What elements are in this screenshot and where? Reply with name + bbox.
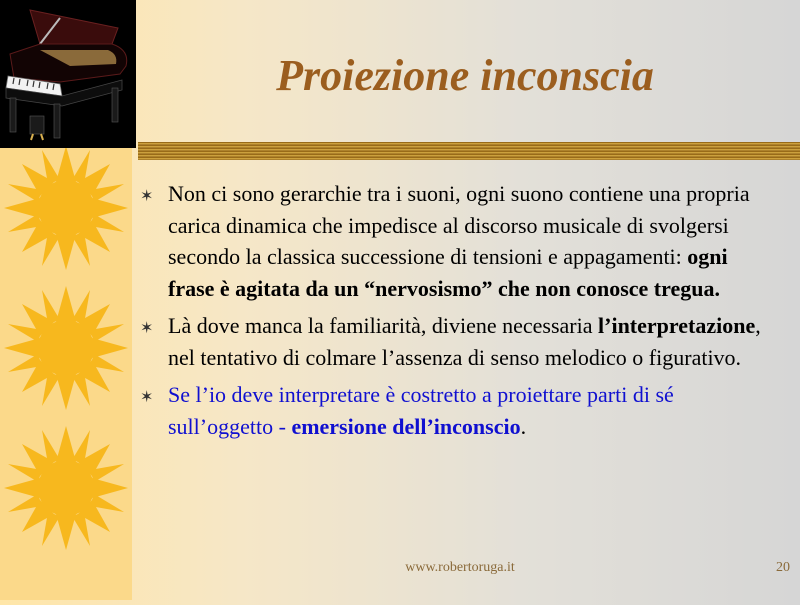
bullet-text — [168, 310, 775, 373]
slide-title: Proiezione inconscia — [276, 51, 654, 100]
bullet-text — [168, 178, 775, 304]
left-decor-strip — [0, 148, 132, 600]
bullet-item — [140, 379, 775, 442]
piano-image — [0, 0, 136, 148]
bullet-star-icon: ✶ — [140, 318, 154, 337]
bullet-text-plain: Se l’io deve interpretare è costretto a proiettare parti di sé sull’oggetto - — [168, 382, 674, 439]
sun-decorations — [0, 148, 132, 600]
bullet-star-icon: ✶ — [140, 387, 154, 406]
sun-icon — [4, 148, 128, 270]
bullet-text-bold: ogni frase è agitata da un “nervosismo” che non conosce tregua. — [168, 244, 728, 301]
slide-number: 20 — [776, 560, 790, 575]
footer-website: www.robertoruga.it — [405, 560, 515, 575]
bullet-text-plain: , nel tentativo di colmare l’assenza di senso melodico o figurativo. — [168, 313, 761, 370]
title-divider — [138, 142, 800, 160]
bullet-text-end: . — [520, 413, 527, 439]
sun-icon — [4, 286, 128, 410]
bullet-text-bold: l’interpretazione — [598, 313, 756, 338]
sun-icon — [4, 426, 128, 550]
bullet-item — [140, 310, 775, 373]
grand-piano-icon — [0, 0, 136, 148]
bullet-text-plain: Là dove manca la familiarità, diviene necessaria — [168, 313, 599, 338]
bullet-text-plain: Non ci sono gerarchie tra i suoni, ogni suono contiene una propria carica dinamica che impedisce al discorso musicale di svolgersi secondo la classica successione di tensioni e appagamenti: — [168, 181, 750, 269]
bullet-star-icon: ✶ — [140, 186, 154, 205]
bullet-list — [140, 178, 775, 448]
bullet-text-bold: emersione dell’inconscio — [291, 413, 521, 439]
bullet-text — [168, 379, 775, 442]
bullet-item — [140, 178, 775, 304]
